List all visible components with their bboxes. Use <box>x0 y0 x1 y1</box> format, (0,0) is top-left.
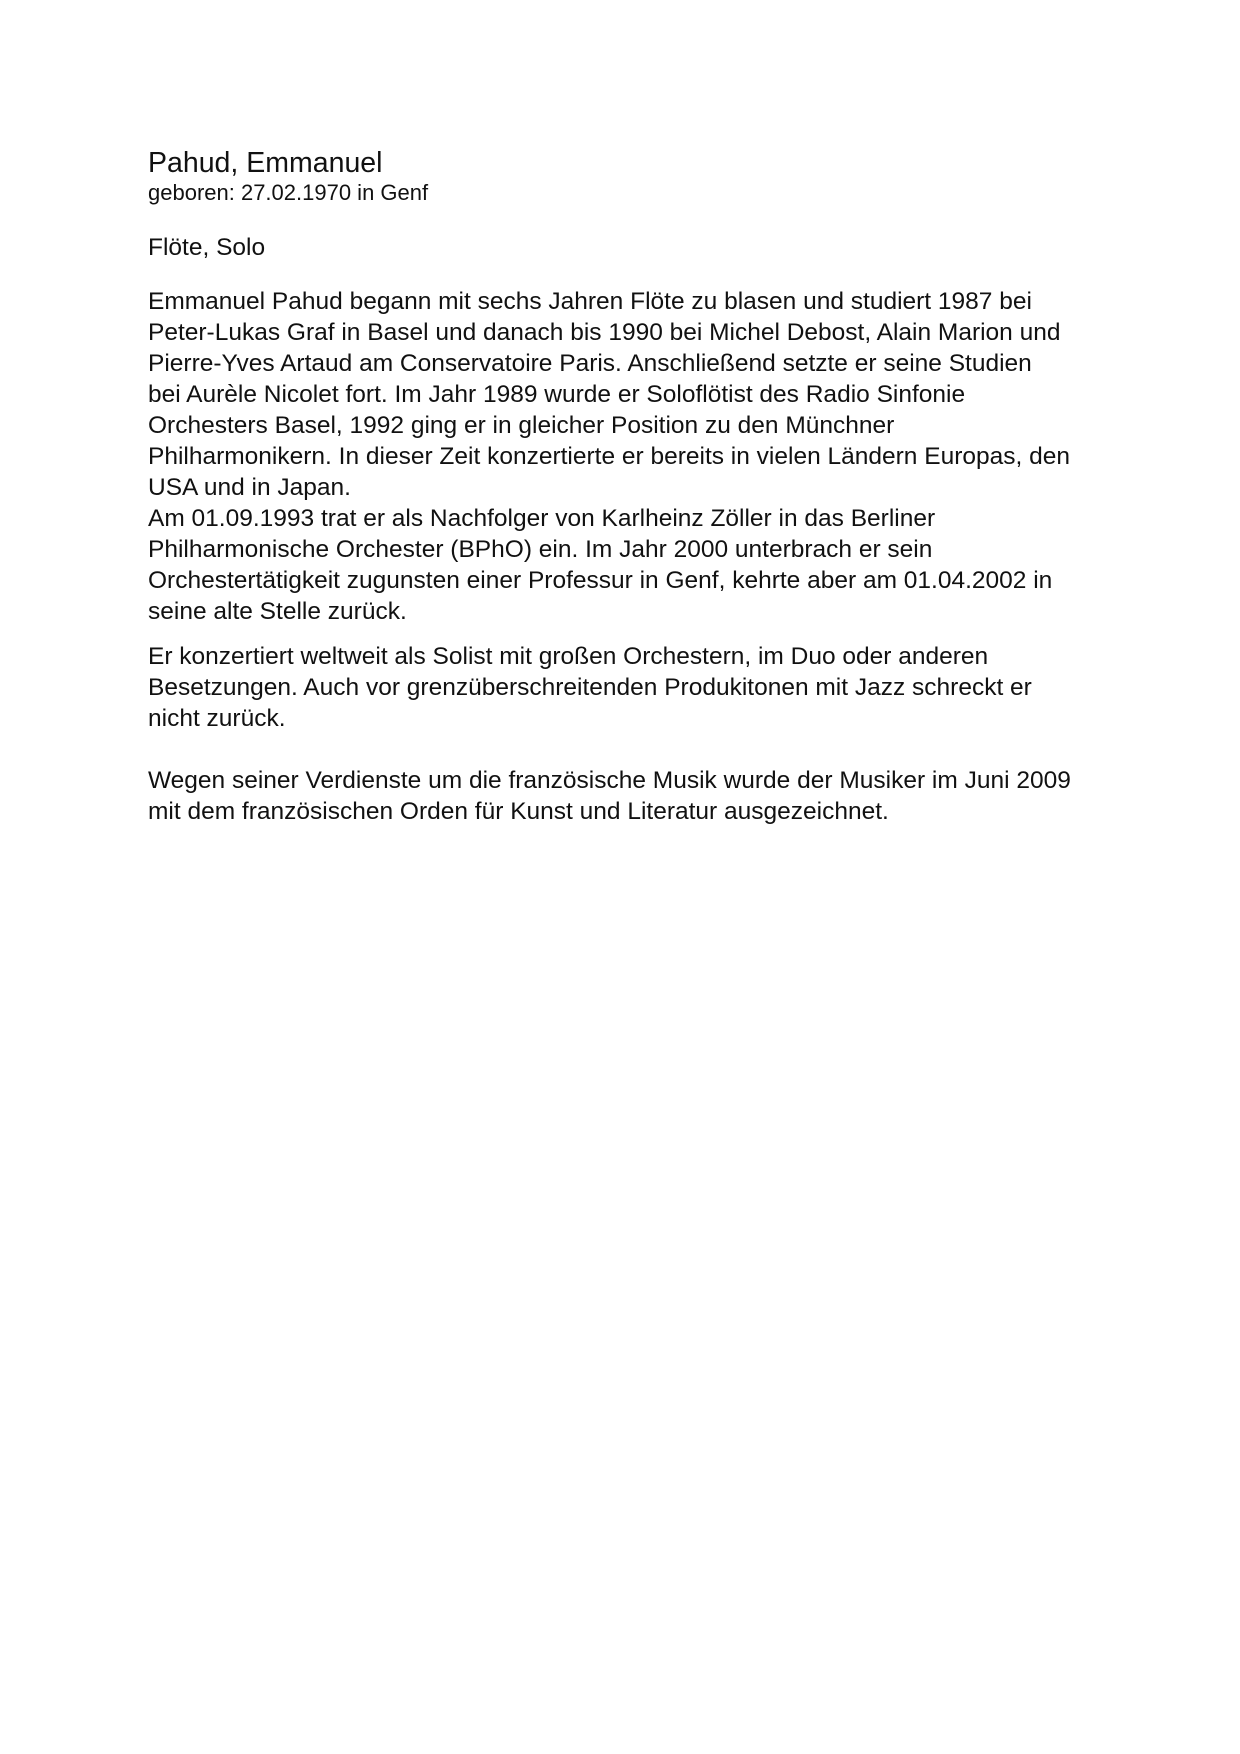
text-line: nicht zurück. <box>148 705 286 732</box>
text-line: Peter-Lukas Graf in Basel und danach bis 1990 bei Michel Debost, Alain Marion und <box>148 319 1061 346</box>
document-page <box>148 146 1108 827</box>
birth-info: geboren: 27.02.1970 in Genf <box>148 180 429 205</box>
text-line: bei Aurèle Nicolet fort. Im Jahr 1989 wurde er Soloflötist des Radio Sinfonie <box>148 381 966 408</box>
text-line: Wegen seiner Verdienste um die französische Musik wurde der Musiker im Juni 2009 <box>148 767 1071 794</box>
text-line: Orchestertätigkeit zugunsten einer Professur in Genf, kehrte aber am 01.04.2002 in <box>148 567 1053 594</box>
text-line: Am 01.09.1993 trat er als Nachfolger von Karlheinz Zöller in das Berliner <box>148 505 936 532</box>
text-line: Orchesters Basel, 1992 ging er in gleicher Position zu den Münchner <box>148 412 895 439</box>
text-line: mit dem französischen Orden für Kunst und Literatur ausgezeichnet. <box>148 798 889 825</box>
biography-paragraph-3 <box>148 641 1108 734</box>
text-line: Philharmonikern. In dieser Zeit konzertierte er bereits in vielen Ländern Europas, den <box>148 443 1070 470</box>
biography-paragraph-2 <box>148 503 1108 627</box>
text-line: Emmanuel Pahud begann mit sechs Jahren Flöte zu blasen und studiert 1987 bei <box>148 288 1032 315</box>
biography-paragraph-4 <box>148 765 1108 827</box>
text-line: Philharmonische Orchester (BPhO) ein. Im Jahr 2000 unterbrach er sein <box>148 536 933 563</box>
text-line: Pierre-Yves Artaud am Conservatoire Paris. Anschließend setzte er seine Studien <box>148 350 1032 377</box>
text-line: USA und in Japan. <box>148 474 351 501</box>
text-line: seine alte Stelle zurück. <box>148 598 407 625</box>
instrument-role: Flöte, Solo <box>148 234 266 261</box>
biography-paragraph-1 <box>148 286 1108 503</box>
person-name: Pahud, Emmanuel <box>148 147 383 179</box>
text-line: Er konzertiert weltweit als Solist mit großen Orchestern, im Duo oder anderen <box>148 643 989 670</box>
text-line: Besetzungen. Auch vor grenzüberschreitenden Produkitonen mit Jazz schreckt er <box>148 674 1032 701</box>
